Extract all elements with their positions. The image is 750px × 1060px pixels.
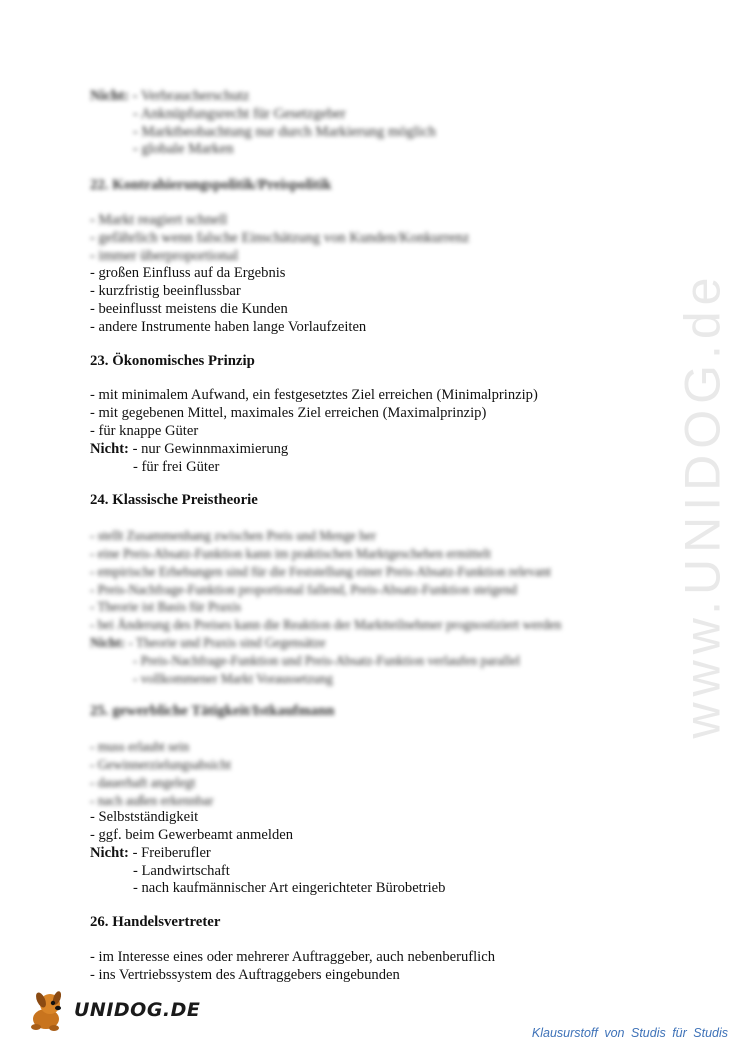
list-item: - ggf. beim Gewerbeamt anmelden xyxy=(90,827,294,844)
list-item: - ins Vertriebssystem des Auftraggebers eingebunden xyxy=(90,966,400,983)
list-item: - Selbstständigkeit xyxy=(90,809,199,826)
watermark xyxy=(672,270,732,740)
list-item: - nach kaufmännischer Art eingerichteter Bürobetrieb xyxy=(133,880,446,897)
list-item: - Gewinnerzielungsabsicht xyxy=(90,756,231,772)
list-item: - Verbraucherschutz xyxy=(132,88,250,104)
list-item: - nur Gewinnmaximierung xyxy=(132,440,289,457)
section-26-items xyxy=(90,949,650,985)
list-item: - mit gegebenen Mittel, maximales Ziel erreichen (Maximalprinzip) xyxy=(90,405,487,422)
section-24-blurred xyxy=(90,527,650,687)
list-item: - Theorie ist Basis für Praxis xyxy=(90,599,242,615)
list-item: - Freiberufler xyxy=(132,844,211,861)
list-item: - bei Änderung des Preises kann die Reaktion der Marktteilnehmer prognostiziert werden xyxy=(90,617,562,633)
list-item: - muss erlaubt sein xyxy=(90,739,190,755)
section-22-blurred xyxy=(90,212,650,265)
section-22-items xyxy=(90,265,650,336)
nicht-label: Nicht: xyxy=(90,88,129,104)
list-item: - vollkommener Markt Voraussetzung xyxy=(133,670,333,686)
list-item: - andere Instrumente haben lange Vorlaufzeiten xyxy=(90,318,367,335)
list-item: - dauerhaft angelegt xyxy=(90,774,196,790)
list-item: - gefährlich wenn falsche Einschätzung von Kunden/Konkurrenz xyxy=(90,229,470,246)
list-item: - stellt Zusammenhang zwischen Preis und Menge her xyxy=(90,528,377,544)
watermark-text: www.UNIDOG.de xyxy=(674,271,730,739)
nicht-label: Nicht: xyxy=(90,634,126,650)
list-item: - immer überproportional xyxy=(90,247,239,264)
section-21-nicht xyxy=(90,88,650,159)
section-heading: 25. gewerbliche Tätigkeit/Istkaufmann xyxy=(90,703,335,720)
logo-text: UNIDOG.DE xyxy=(74,999,201,1021)
list-item: - Markt reagiert schnell xyxy=(90,211,228,228)
list-item: - eine Preis-Absatz-Funktion kann im praktischen Marktgeschehen ermittelt xyxy=(90,545,492,561)
list-item: - im Interesse eines oder mehrerer Auftraggeber, auch nebenberuflich xyxy=(90,949,496,966)
list-item: - kurzfristig beeinflussbar xyxy=(90,283,241,300)
section-25-items xyxy=(90,809,650,898)
nicht-label: Nicht: xyxy=(90,440,129,457)
section-25-blurred xyxy=(90,738,650,809)
list-item: - Preis-Nachfrage-Funktion proportional fallend, Preis-Absatz-Funktion steigend xyxy=(90,581,518,597)
list-item: - nach außen erkennbar xyxy=(90,792,214,808)
dog-mascot-icon xyxy=(24,987,70,1033)
list-item: - mit minimalem Aufwand, ein festgesetztes Ziel erreichen (Minimalprinzip) xyxy=(90,387,538,404)
list-item: - beeinflusst meistens die Kunden xyxy=(90,300,288,317)
nicht-label: Nicht: xyxy=(90,844,129,861)
section-23-items xyxy=(90,387,650,476)
list-item: - für knappe Güter xyxy=(90,422,199,439)
list-item: - für frei Güter xyxy=(133,458,220,475)
section-heading: 24. Klassische Preistheorie xyxy=(90,492,258,509)
document-content xyxy=(90,88,650,985)
list-item: - Preis-Nachfrage-Funktion und Preis-Absatz-Funktion verlaufen parallel xyxy=(133,652,521,668)
list-item: - empirische Erhebungen sind für die Feststellung einer Preis-Absatz-Funktion relevant xyxy=(90,563,552,579)
list-item: - Marktbeobachtung nur durch Markierung möglich xyxy=(133,123,436,140)
list-item: - großen Einfluss auf da Ergebnis xyxy=(90,265,286,282)
footer-tagline: Klausurstoff von Studis für Studis xyxy=(531,1026,728,1040)
list-item: - globale Marken xyxy=(133,141,234,158)
section-heading: 23. Ökonomisches Prinzip xyxy=(90,352,255,369)
list-item: - Theorie und Praxis sind Gegensätze xyxy=(128,634,326,650)
list-item: - Landwirtschaft xyxy=(133,862,230,879)
unidog-logo xyxy=(22,985,201,1035)
list-item: - Anknüpfungsrecht für Gesetzgeber xyxy=(133,105,346,122)
section-heading: 26. Handelsvertreter xyxy=(90,914,221,931)
section-heading: 22. Kontrahierungspolitik/Preispolitik xyxy=(90,177,332,194)
